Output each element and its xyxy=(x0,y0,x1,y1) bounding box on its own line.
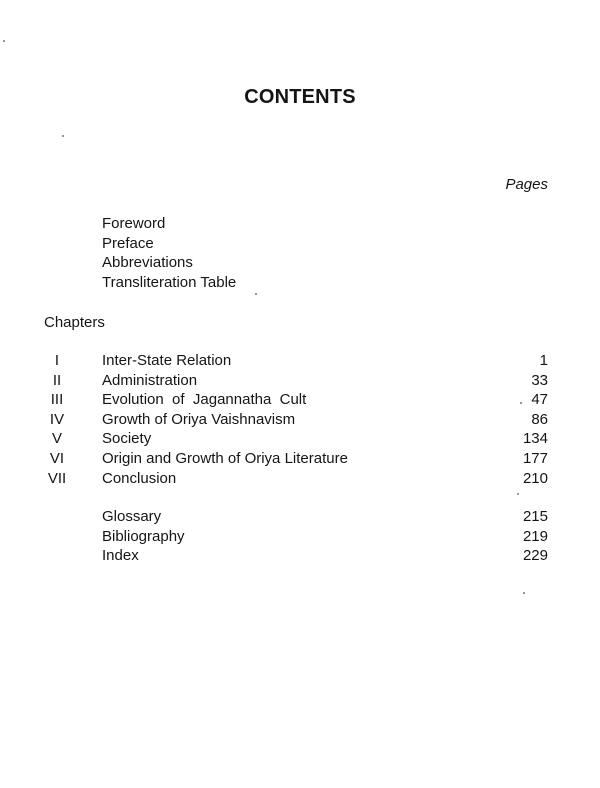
chapter-number: V xyxy=(51,430,62,448)
chapter-row xyxy=(0,371,600,391)
chapter-page: 134 xyxy=(522,430,548,448)
pages-column-label: Pages xyxy=(505,176,548,193)
chapter-title: Conclusion xyxy=(102,469,177,487)
chapter-number: II xyxy=(52,371,62,389)
chapter-list xyxy=(0,351,600,488)
chapter-row xyxy=(0,351,600,371)
chapter-title: Administration xyxy=(102,371,198,389)
back-matter-page: 219 xyxy=(522,527,548,545)
chapter-title: Inter-State Relation xyxy=(102,352,232,369)
scan-speck xyxy=(255,293,257,295)
back-matter-page: 215 xyxy=(522,508,548,525)
chapter-page: 210 xyxy=(522,469,548,487)
chapter-number: III xyxy=(50,391,64,409)
chapter-number: IV xyxy=(49,410,65,428)
front-matter-list xyxy=(102,214,236,293)
back-matter-title: Index xyxy=(102,547,139,565)
chapter-page: 177 xyxy=(522,449,548,467)
chapter-page: 33 xyxy=(531,371,548,389)
chapter-title: Origin and Growth of Oriya Literature xyxy=(102,449,348,467)
back-matter-list xyxy=(0,507,600,566)
scan-speck xyxy=(3,40,5,42)
scan-speck xyxy=(520,402,522,404)
chapter-number: VI xyxy=(49,449,65,467)
chapter-number: VII xyxy=(47,469,67,487)
back-matter-page: 229 xyxy=(522,547,548,565)
chapter-title: Growth of Oriya Vaishnavism xyxy=(102,410,296,428)
back-matter-row xyxy=(0,507,600,527)
front-matter-item: Transliteration Table xyxy=(102,274,237,292)
chapter-page: 1 xyxy=(539,352,548,369)
scan-speck xyxy=(523,592,525,594)
front-matter-item: Foreword xyxy=(102,215,166,232)
chapter-row xyxy=(0,449,600,469)
chapter-title: Evolution of Jagannatha Cult xyxy=(102,391,307,409)
back-matter-row xyxy=(0,546,600,566)
chapter-title: Society xyxy=(102,430,152,448)
chapter-row xyxy=(0,390,600,410)
chapter-row xyxy=(0,469,600,489)
chapter-number: I xyxy=(54,352,60,369)
scan-speck xyxy=(62,135,64,137)
scan-speck xyxy=(517,493,519,495)
chapter-page: 86 xyxy=(531,410,548,428)
back-matter-title: Bibliography xyxy=(102,527,185,545)
chapter-row xyxy=(0,429,600,449)
front-matter-item: Preface xyxy=(102,234,154,252)
back-matter-title: Glossary xyxy=(102,508,162,525)
chapter-row xyxy=(0,410,600,430)
back-matter-row xyxy=(0,527,600,547)
chapter-page: 47 xyxy=(531,391,548,409)
contents-heading: CONTENTS xyxy=(244,86,356,108)
chapters-label: Chapters xyxy=(44,314,105,331)
front-matter-item: Abbreviations xyxy=(102,254,193,272)
